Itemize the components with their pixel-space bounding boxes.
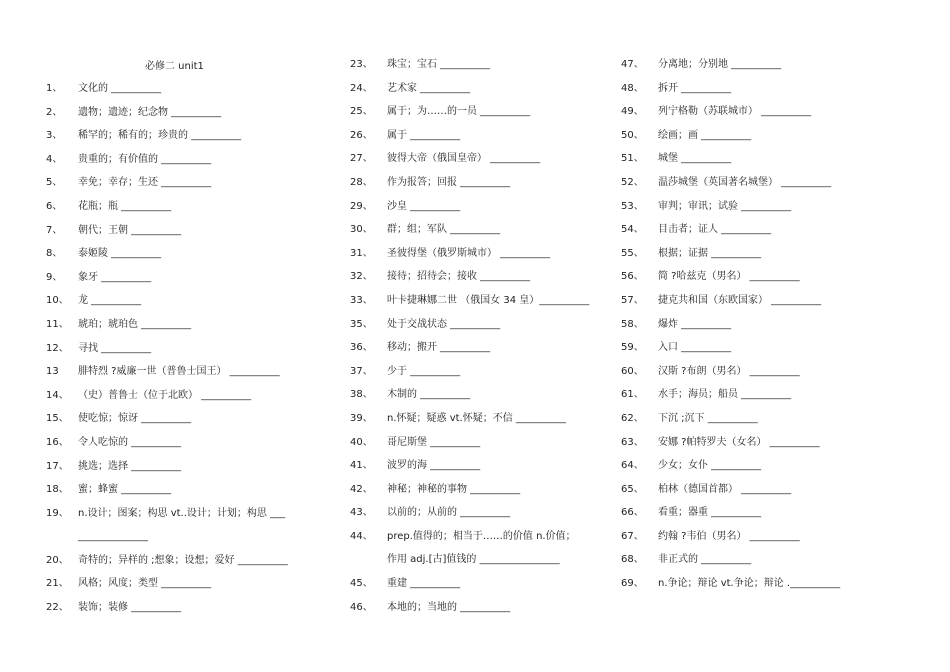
item-prompt [387,247,550,261]
item-prompt [78,106,221,120]
item-prompt [387,223,500,237]
list-item [621,530,851,554]
item-number: 62、 [621,412,644,424]
list-item [46,507,341,554]
column-2 [350,58,608,624]
list-item [46,460,341,484]
item-prompt [658,388,791,402]
list-item [350,601,608,625]
item-prompt-line: 看重；器重 __________ [658,507,762,519]
item-prompt [78,601,181,615]
item-number: 53、 [621,200,644,212]
item-prompt [387,200,460,214]
list-item [621,270,851,294]
list-item [621,412,851,436]
item-number: 31、 [350,247,373,259]
item-number: 56、 [621,271,644,283]
item-prompt [78,342,151,356]
list-item [46,247,341,271]
list-item [350,506,608,530]
item-number: 2、 [46,106,63,118]
item-prompt-line: 哥尼斯堡 __________ [387,436,481,448]
item-prompt [78,436,181,450]
item-prompt-line: 汉斯 ?布朗（男名） __________ [658,365,800,377]
item-number: 37、 [350,365,373,377]
column-1 [46,82,341,625]
item-prompt-line: 泰姬陵 __________ [78,248,162,260]
item-prompt-line: 稀罕的；稀有的；珍贵的 __________ [78,130,242,142]
item-prompt [658,318,731,332]
list-item [46,106,341,130]
item-number: 32、 [350,271,373,283]
item-prompt-line: 爆炸 __________ [658,318,732,330]
item-number: 49、 [621,106,644,118]
item-prompt [387,294,589,308]
item-prompt-line: 贵重的；有价值的 __________ [78,153,212,165]
item-prompt-line: 幸免；幸存；生还 __________ [78,177,212,189]
item-prompt-line: n.争论；辩论 vt.争论；辩论 .__________ [658,578,841,590]
list-item [350,152,608,176]
item-prompt-line: 拆开 __________ [658,82,732,94]
item-prompt [387,483,520,497]
list-item [350,530,608,577]
item-prompt [387,577,460,591]
item-number: 23、 [350,59,373,70]
list-item [621,459,851,483]
list-item [621,483,851,507]
list-item [621,506,851,530]
item-number: 15、 [46,413,69,425]
list-item [46,318,341,342]
list-item [621,553,851,577]
list-item [46,389,341,413]
item-number: 39、 [350,412,373,424]
item-number: 3、 [46,130,63,142]
item-number: 38、 [350,389,373,401]
item-prompt [387,365,460,379]
item-number: 46、 [350,601,373,613]
item-number: 66、 [621,507,644,519]
item-number: 12、 [46,342,69,354]
item-prompt [387,176,510,190]
list-item [350,341,608,365]
item-prompt [658,82,731,96]
item-number: 54、 [621,224,644,236]
item-number: 21、 [46,578,69,590]
item-number: 14、 [46,389,69,401]
item-number: 55、 [621,247,644,259]
item-number: 18、 [46,484,69,496]
item-number: 13 [46,366,59,378]
item-prompt [78,200,171,214]
item-prompt-line: 移动；搬开 __________ [387,342,491,354]
list-item [350,365,608,389]
item-number: 58、 [621,318,644,330]
list-item [46,342,341,366]
item-prompt-line: 波罗的海 __________ [387,460,481,472]
list-item [350,247,608,271]
item-prompt-line: 琥珀；琥珀色 __________ [78,318,192,330]
item-prompt-line: 木制的 __________ [387,389,471,401]
item-number: 4、 [46,153,63,165]
item-prompt-line: 风格；风度；类型 __________ [78,578,212,590]
item-prompt [658,436,820,450]
list-item [46,412,341,436]
item-number: 59、 [621,342,644,354]
list-item [350,483,608,507]
list-item [350,223,608,247]
item-number: 29、 [350,200,373,212]
item-number: 42、 [350,483,373,495]
item-prompt-line: 水手；海员；船员 __________ [658,389,792,401]
item-prompt [387,129,460,143]
item-prompt [78,82,161,96]
item-prompt [387,459,480,473]
item-prompt [387,601,510,615]
item-number: 64、 [621,460,644,472]
item-prompt [658,577,840,591]
list-item [621,200,851,224]
item-prompt [658,459,761,473]
item-prompt-line: 捷克共和国（东欧国家） __________ [658,294,822,306]
list-item [621,82,851,106]
list-item [621,388,851,412]
item-prompt-line: 叶卡捷琳娜二世 （俄国女 34 皇）__________ [387,294,590,306]
column-3 [621,58,851,601]
item-number: 65、 [621,483,644,495]
item-prompt-line: 绘画；画 __________ [658,129,752,141]
item-prompt-line: 使吃惊；惊讶 __________ [78,413,192,425]
item-prompt-line: 花瓶；瓶 __________ [78,200,172,212]
item-prompt [387,58,490,72]
item-prompt [387,105,530,119]
item-prompt-line: 挑选；选择 __________ [78,460,182,472]
item-prompt [78,247,161,261]
list-item [350,412,608,436]
item-prompt-line: 接待；招待会；接收 __________ [387,271,531,283]
list-item [350,200,608,224]
list-item [621,176,851,200]
item-prompt-line: 城堡 __________ [658,153,732,165]
item-prompt [78,153,211,167]
item-number: 33、 [350,294,373,306]
item-prompt-line: 遗物；遗迹；纪念物 __________ [78,106,222,118]
item-prompt [78,483,171,497]
item-prompt [387,530,576,567]
item-prompt [78,129,241,143]
page-title: 必修二 unit1 [145,61,204,72]
item-prompt [78,412,191,426]
item-number: 19、 [46,507,69,519]
item-number: 57、 [621,294,644,306]
item-prompt [387,436,480,450]
list-item [621,58,851,82]
item-prompt [78,460,181,474]
item-prompt [387,412,566,426]
item-prompt [658,58,781,72]
item-number: 47、 [621,59,644,70]
item-number: 44、 [350,530,373,542]
item-prompt [658,506,761,520]
item-prompt-line: 属于；为……的一员 __________ [387,106,531,118]
item-prompt-line: 令人吃惊的 __________ [78,436,182,448]
item-prompt [658,223,771,237]
item-prompt-line: 温莎城堡（英国著名城堡） __________ [658,176,832,188]
item-prompt-line: 入口 __________ [658,342,732,354]
item-number: 41、 [350,460,373,472]
item-number: 28、 [350,176,373,188]
item-prompt-line: （史）普鲁士（位于北欧） __________ [78,389,252,401]
item-number: 24、 [350,82,373,94]
list-item [46,82,341,106]
item-prompt [78,365,280,379]
item-prompt-line: 寻找 __________ [78,342,152,354]
item-number: 27、 [350,153,373,165]
item-number: 25、 [350,106,373,118]
item-prompt [78,271,151,285]
item-prompt-line: 圣彼得堡（俄罗斯城市） __________ [387,247,551,259]
item-prompt-line: 约翰 ?韦伯（男名） __________ [658,530,800,542]
list-item [46,271,341,295]
list-item [46,129,341,153]
item-prompt-line: 腓特烈 ?威廉一世（普鲁士国王） __________ [78,366,280,378]
list-item [46,224,341,248]
item-prompt [387,506,510,520]
item-number: 9、 [46,271,63,283]
item-number: 52、 [621,176,644,188]
list-item [46,200,341,224]
item-prompt [78,294,141,308]
item-number: 1、 [46,83,63,94]
list-item [46,483,341,507]
item-prompt-line: 文化的 __________ [78,83,162,94]
item-prompt [658,530,800,544]
item-prompt-line: 重建 __________ [387,578,461,590]
list-item [621,105,851,129]
list-item [621,152,851,176]
item-prompt-line: 分离地；分别地 __________ [658,59,782,70]
item-number: 43、 [350,507,373,519]
item-prompt-line: 目击者；证人 __________ [658,224,772,236]
item-number: 6、 [46,200,63,212]
item-prompt-line: 群；组；军队 __________ [387,224,501,236]
item-prompt [78,554,288,568]
list-item [621,341,851,365]
list-item [350,270,608,294]
item-number: 17、 [46,460,69,472]
list-item [350,577,608,601]
item-prompt-line: 以前的；从前的 __________ [387,507,511,519]
item-prompt-line: 本地的；当地的 __________ [387,601,511,613]
item-prompt [78,389,251,403]
item-prompt-line: 珠宝；宝石 __________ [387,59,491,70]
list-item [46,153,341,177]
list-item [46,294,341,318]
item-prompt [658,152,731,166]
item-prompt-line: 艺术家 __________ [387,82,471,94]
list-item [350,58,608,82]
item-prompt-line: 下沉 ;沉下 __________ [658,412,758,424]
item-prompt [78,577,211,591]
item-prompt-line: 朝代；王朝 __________ [78,224,182,236]
list-item [46,554,341,578]
item-number: 20、 [46,554,69,566]
list-item [350,176,608,200]
item-prompt [78,507,285,544]
item-number: 50、 [621,129,644,141]
list-item [350,436,608,460]
item-prompt-line: 龙 __________ [78,295,142,307]
item-prompt [658,553,751,567]
item-prompt-line: 沙皇 __________ [387,200,461,212]
item-prompt [387,270,530,284]
list-item [46,176,341,200]
list-item [621,223,851,247]
list-item [621,577,851,601]
item-number: 69、 [621,578,644,590]
item-prompt [658,247,761,261]
list-item [350,294,608,318]
item-prompt [387,388,470,402]
item-number: 7、 [46,224,63,236]
item-prompt-line: 蜜；蜂蜜 __________ [78,484,172,496]
item-number: 10、 [46,295,69,307]
item-prompt [387,82,470,96]
item-prompt-line: 属于 __________ [387,129,461,141]
item-number: 67、 [621,530,644,542]
item-number: 8、 [46,248,63,260]
list-item [46,577,341,601]
item-prompt [78,224,181,238]
item-prompt [387,318,500,332]
item-number: 51、 [621,153,644,165]
item-prompt [658,105,811,119]
item-number: 36、 [350,342,373,354]
list-item [350,459,608,483]
item-number: 61、 [621,389,644,401]
item-prompt [658,129,751,143]
item-prompt-line: 审判；审讯；试验 __________ [658,200,792,212]
item-number: 35、 [350,318,373,330]
list-item [350,388,608,412]
item-number: 60、 [621,365,644,377]
item-prompt [387,152,540,166]
list-item [46,365,341,389]
item-prompt [658,176,831,190]
item-prompt-line: 彼得大帝（俄国皇帝） __________ [387,153,541,165]
item-number: 11、 [46,318,69,330]
item-number: 40、 [350,436,373,448]
list-item [350,318,608,342]
item-prompt [658,365,800,379]
list-item [621,247,851,271]
item-prompt-continuation: ______________ [78,530,148,542]
item-prompt-line: 象牙 __________ [78,271,152,283]
item-prompt [658,270,800,284]
list-item [350,82,608,106]
item-number: 22、 [46,602,69,614]
item-prompt-line: 安娜 ?帕特罗夫（女名） __________ [658,436,820,448]
item-prompt-line: 神秘；神秘的事物 __________ [387,483,521,495]
item-prompt [658,341,731,355]
list-item [621,436,851,460]
item-prompt-continuation: 作用 adj.[古]值钱的 ________________ [387,553,560,565]
item-prompt-line: 处于交战状态 __________ [387,318,501,330]
item-prompt-line: 非正式的 __________ [658,554,752,566]
item-number: 16、 [46,436,69,448]
list-item [621,294,851,318]
item-prompt-line: 作为报答；回报 __________ [387,176,511,188]
item-prompt [658,294,821,308]
item-prompt [387,341,490,355]
list-item [621,365,851,389]
item-number: 26、 [350,129,373,141]
item-prompt-line: 少女；女仆 __________ [658,460,762,472]
item-prompt-line: n.怀疑；疑惑 vt.怀疑；不信 __________ [387,412,566,424]
item-prompt [78,176,211,190]
item-number: 45、 [350,578,373,590]
list-item [621,129,851,153]
item-prompt-line: 简 ?哈兹克（男名） __________ [658,271,800,283]
item-number: 5、 [46,177,63,189]
item-prompt-line: 奇特的；异样的 ;想象；设想；爱好 __________ [78,554,288,566]
item-prompt-line: prep.值得的；相当于……的价值 n.价值； [387,530,576,542]
item-number: 48、 [621,82,644,94]
list-item [350,105,608,129]
item-prompt-line: 柏林（德国首都） __________ [658,483,792,495]
item-prompt-line: 根据；证据 __________ [658,247,762,259]
item-prompt [658,412,758,426]
item-prompt [78,318,191,332]
item-prompt-line: 少于 __________ [387,365,461,377]
list-item [621,318,851,342]
item-number: 63、 [621,436,644,448]
list-item [350,129,608,153]
item-prompt [658,483,791,497]
item-prompt-line: n.设计；图案；构思 vt..设计；计划；构思 ___ [78,507,286,519]
item-prompt [658,200,791,214]
item-number: 30、 [350,224,373,236]
item-prompt-line: 装饰；装修 __________ [78,602,182,614]
list-item [46,601,341,625]
item-number: 68、 [621,554,644,566]
item-prompt-line: 列宁格勒（苏联城市） __________ [658,106,812,118]
list-item [46,436,341,460]
